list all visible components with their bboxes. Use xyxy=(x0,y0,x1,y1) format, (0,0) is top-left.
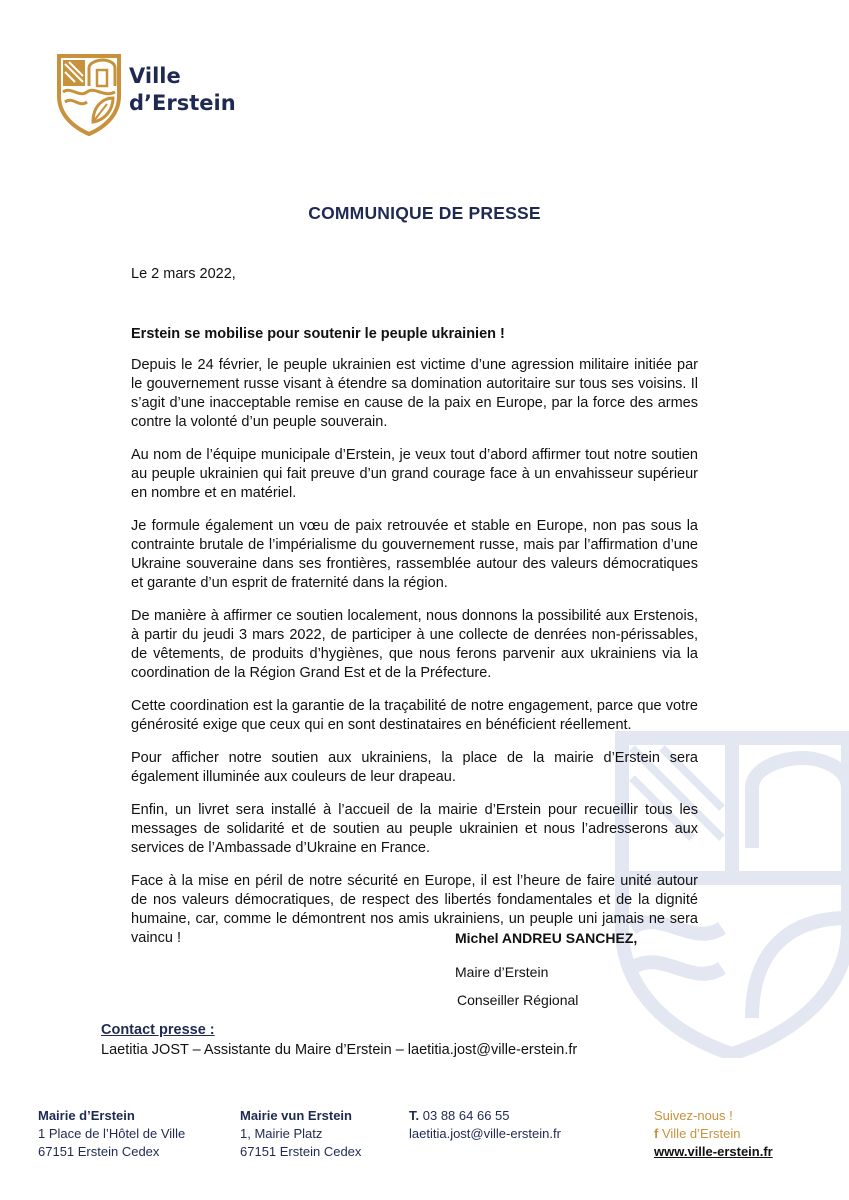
paragraph: Pour afficher notre soutien aux ukrainiens, la place de la mairie d’Erstein sera également illuminée aux couleurs de leur drapeau. xyxy=(131,750,698,785)
date: Le 2 mars 2022, xyxy=(131,266,236,282)
facebook-icon[interactable]: f xyxy=(654,1126,659,1141)
paragraph: De manière à affirmer ce soutien localement, nous donnons la possibilité aux Erstenois, à partir du jeudi 3 mars 2022, de participer à une collecte de denrées non-périssables, de vêtements, de produits d’hygiènes, que nous ferons parvenir aux ukrainiens via la coordination de la Région Grand Est et de la Préfecture. xyxy=(131,608,698,681)
signatory-role: Conseiller Régional xyxy=(457,992,579,1008)
footer-contact xyxy=(409,1107,561,1143)
city-logo xyxy=(55,52,255,142)
signatory-name: Michel ANDREU SANCHEZ, xyxy=(455,930,638,946)
press-release-body xyxy=(131,325,698,962)
footer-line: 67151 Erstein Cedex xyxy=(38,1144,160,1159)
press-contact xyxy=(101,1020,577,1060)
paragraph: Je formule également un vœu de paix retrouvée et stable en Europe, non pas sous la contrainte brutale de l’impérialisme du gouvernement russe, mais par l’affirmation d’une Ukraine souveraine dans ses frontières, rassemblée autour des valeurs démocratiques et garante d’un esprit de fraternité dans la région. xyxy=(131,518,698,591)
phone-number: 03 88 64 66 55 xyxy=(422,1108,510,1123)
logo-line-1: Ville xyxy=(129,64,181,88)
paragraph: Cette coordination est la garantie de la traçabilité de notre engagement, parce que votre générosité exige que ceux qui en sont destinataires en bénéficient réellement. xyxy=(131,698,698,733)
page-title: COMMUNIQUE DE PRESSE xyxy=(308,203,541,223)
contact-title: Contact presse : xyxy=(101,1022,215,1038)
footer-line: 67151 Erstein Cedex xyxy=(240,1144,362,1159)
website-link[interactable]: www.ville-erstein.fr xyxy=(654,1144,773,1159)
paragraph: Face à la mise en péril de notre sécurité en Europe, il est l’heure de faire unité autour de nos valeurs démocratiques, de respect des libertés fondamentales et de la dignité humaine, car, comme le démontrent nos amis ukrainiens, un peuple uni jamais ne sera vaincu ! xyxy=(131,873,698,946)
logo-line-2: d’Erstein xyxy=(129,91,236,115)
footer-line: 1 Place de l’Hôtel de Ville xyxy=(38,1126,186,1141)
signatory-role: Maire d’Erstein xyxy=(455,964,549,980)
footer-social xyxy=(654,1107,773,1161)
footer-heading: Mairie d’Erstein xyxy=(38,1108,135,1123)
paragraph: Depuis le 24 février, le peuple ukrainien est victime d’une agression militaire initiée par le gouvernement russe visant à étendre sa domination autoritaire sur tous ses voisins. Il s’agit d’une inacceptable remise en cause de la paix en Europe, par la force des armes contre la volonté d’un peuple souverain. xyxy=(131,357,698,430)
paragraph: Enfin, un livret sera installé à l’accueil de la mairie d’Erstein pour recueillir tous les messages de solidarité et de soutien au peuple ukrainien et nous l’adresserons aux services de l’Ambassade d’Ukraine en France. xyxy=(131,802,698,856)
phone-label: T. xyxy=(409,1108,420,1123)
footer-heading: Mairie vun Erstein xyxy=(240,1108,352,1123)
facebook-page[interactable]: Ville d’Erstein xyxy=(661,1126,741,1141)
follow-us: Suivez-nous ! xyxy=(654,1108,733,1123)
headline: Erstein se mobilise pour soutenir le peuple ukrainien ! xyxy=(131,326,505,342)
footer-email[interactable]: laetitia.jost@ville-erstein.fr xyxy=(409,1126,561,1141)
city-crest-logo-icon xyxy=(55,52,123,136)
contact-line: Laetitia JOST – Assistante du Maire d’Erstein – laetitia.jost@ville-erstein.fr xyxy=(101,1042,578,1058)
footer-address-fr xyxy=(38,1107,185,1161)
signature-block xyxy=(455,930,638,1008)
paragraph: Au nom de l’équipe municipale d’Erstein, je veux tout d’abord affirmer tout notre soutien au peuple ukrainien qui fait preuve d’un grand courage face à un envahisseur supérieur en nombre et en matériel. xyxy=(131,447,698,501)
footer-line: 1, Mairie Platz xyxy=(240,1126,323,1141)
footer-address-als xyxy=(240,1107,361,1161)
